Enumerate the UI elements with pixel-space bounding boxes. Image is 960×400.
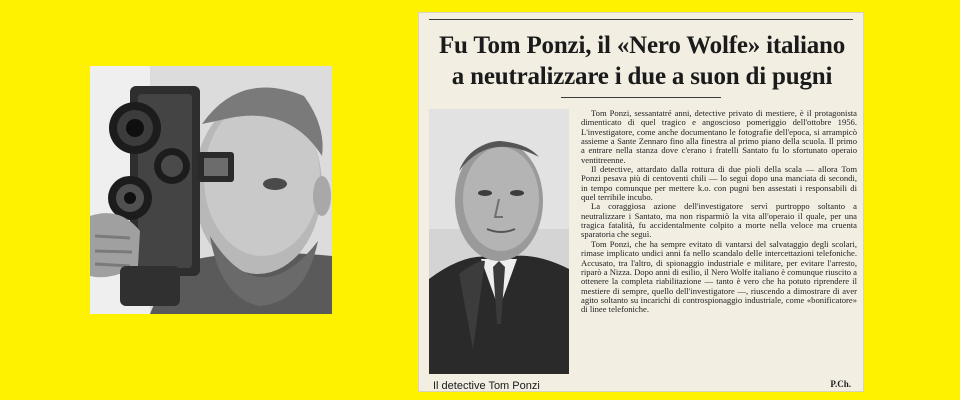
headline-line-1: Fu Tom Ponzi, il «Nero Wolfe» italiano <box>438 32 846 59</box>
article-body <box>581 109 857 315</box>
author-signature: P.Ch. <box>830 379 851 389</box>
photo-caption: Il detective Tom Ponzi <box>433 380 540 392</box>
article-paragraph: Il detective, attardato dalla rottura di due pioli della scala — allora Tom Ponzi pesava più di centoventi chili — lo seguì dopo una manciata di secondi, in tempo comunque per mettere k.o. con pugni ben assestati i responsabili di quel terribile incubo. <box>581 164 857 203</box>
top-rule <box>429 19 853 20</box>
article-headline <box>431 30 853 92</box>
article-paragraph: La coraggiosa azione dell'investigatore servì purtroppo soltanto a neutralizzare i Santato, ma non risparmiò la vita all'operaio il quale, per una tragica fatalità, fu accidentalmente colpito a morte nella veloce ma cruenta sparatoria che seguì. <box>581 201 857 240</box>
headline-line-2: a neutralizzare i due a suon di pugni <box>451 63 833 90</box>
newspaper-clipping <box>418 12 864 392</box>
headline-divider <box>561 97 721 98</box>
photo-man-with-camera <box>90 66 332 314</box>
inset-photo-detective <box>429 109 569 374</box>
article-paragraph: Tom Ponzi, sessantatré anni, detective privato di mestiere, è il protagonista dimenticato di quel tragico e angoscioso pomeriggio dell'ottobre 1956. L'investigatore, come anche documentano le fotografie dell'epoca, si arrampicò assieme a Sante Zennaro fino alla finestra al primo piano della scuola. Il primo a entrare nella stanza dove c'erano i fratelli Santato fu lo sfortunato operaio ventitreenne. <box>581 108 857 165</box>
camera-man-illustration <box>90 66 332 314</box>
detective-portrait-illustration <box>429 109 569 374</box>
article-paragraph: Tom Ponzi, che ha sempre evitato di vantarsi del salvataggio degli scolari, rimase implicato undici anni fa nello scandalo delle intercettazioni telefoniche. Accusato, tra l'altro, di spionaggio industriale e militare, per evitare l'arresto, riparò a Nizza. Dopo anni di esilio, il Nero Wolfe italiano è comunque riuscito a ottenere la completa riabilitazione — tanto è vero che ha potuto riprendere il mestiere di sempre, quello dell'investigatore —, riuscendo a dimostrare di aver agito soltanto su incarichi di controspionaggio industriale, come «bonificatore» di linee telefoniche. <box>581 238 857 315</box>
